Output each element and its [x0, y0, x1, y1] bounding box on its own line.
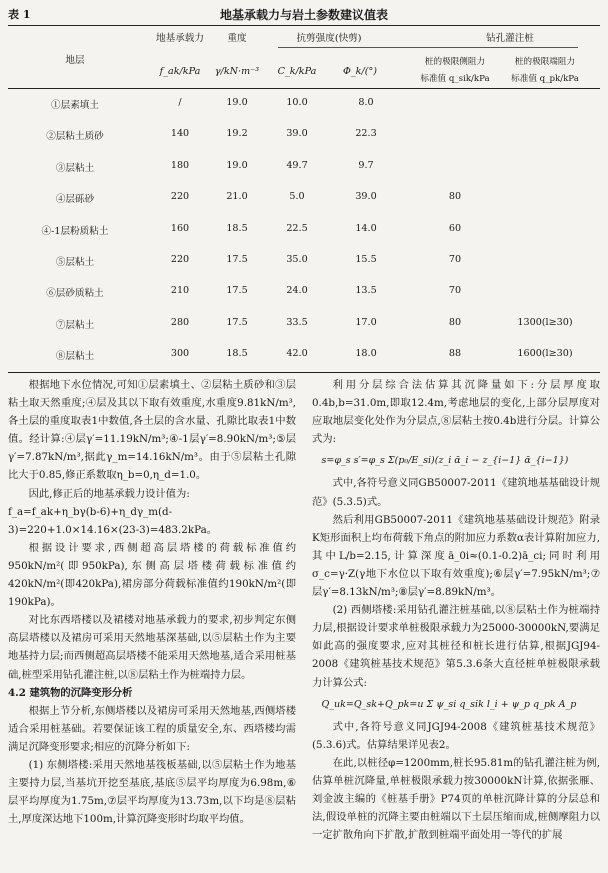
table-cell-phi: 17.0	[355, 316, 377, 328]
table-cell-ck: 22.5	[286, 222, 308, 234]
table-top-rule	[8, 25, 600, 26]
header-end-resistance: 桩的极限端阻力	[514, 57, 576, 67]
left-formula-bearing: f_a=f_ak+η_bγ(b-6)+η_dγ_m(d-3)=220+1.0×14.16×(23-3)=483.2kPa。	[8, 505, 217, 536]
table-cell-fak: 160	[170, 222, 190, 234]
left-column	[8, 376, 296, 828]
section-heading-4-2: 4.2 建筑物的沉降变形分析	[8, 686, 133, 699]
table-cell-phi: 14.0	[355, 222, 377, 234]
table-cell-qsik: 80	[448, 316, 462, 328]
table-cell-ck: 24.0	[286, 285, 308, 297]
header-cohesion-symbol: C_k/kPa	[277, 66, 317, 77]
table-cell-fak: /	[178, 97, 182, 108]
table-cell-ck: 35.0	[286, 254, 308, 265]
header-stratum: 地层	[65, 55, 85, 66]
table-cell-phi: 8.0	[358, 97, 374, 108]
table-cell-ck: 33.5	[286, 316, 308, 328]
table-cell-ck: 42.0	[286, 348, 308, 360]
table-cell-phi: 18.0	[355, 348, 377, 360]
left-paragraph-1: 根据地下水位情况,可知①层素填土、②层粘土质砂和③层粘土取天然重度;④层及其以下取有效重度,水重度9.81kN/m³,各土层的重度取表1中数值,各土层的含水量、孔隙比取表1中数值。经计算:④层γ′=11.19kN/m³;④-1层γ′=8.90kN/m³;⑤层γ′=7.87kN/m³,据此γ_m=14.16kN/m³。由于⑤层粘土孔隙比大于0.85,修正系数取η_b=0,η_d=1.0。	[8, 379, 296, 482]
right-paragraph-3: 式中,各符号意义同GB50007-2011《建筑地基基础设计规范》(5.3.5)式。	[312, 477, 600, 508]
left-paragraph-7: 根据上节分析,东侧塔楼以及裙房可采用天然地基,西侧塔楼适合采用桩基础。若要保证该工程的质量安全,东、西塔楼均需满足沉降变形要求;相应的沉降分析如下:	[8, 704, 296, 753]
table-cell-fak: 140	[170, 128, 190, 140]
table-cell-phi: 15.5	[355, 254, 377, 265]
table-cell-fak: 220	[170, 254, 190, 265]
table-cell-phi: 22.3	[355, 128, 377, 140]
settlement-formula: s=φ_s s′=φ_s Σ(p₀/E_si)(z_i ᾱ_i − z_{i−1} ᾱ_{i−1})	[321, 455, 569, 467]
table-title: 地基承载力与岩土参数建议值表	[219, 8, 388, 22]
table-cell-fak: 220	[170, 191, 190, 203]
header-bottom-rule	[8, 88, 600, 89]
table-row-stratum: ④层砾砂	[55, 194, 95, 206]
table-cell-phi: 39.0	[355, 191, 377, 203]
right-column	[312, 376, 600, 844]
header-unit-weight-symbol: γ/kN·m⁻³	[214, 66, 260, 77]
header-shear: 抗剪强度(快剪)	[296, 33, 362, 44]
table-cell-fak: 300	[170, 348, 190, 360]
table-cell-phi: 9.7	[358, 159, 374, 171]
left-paragraph-8: (1) 东侧塔楼:采用天然地基筏板基础,以⑤层粘土作为地基主要持力层,当基坑开挖至基底,基底⑤层平均厚度为6.98m,⑥层平均厚度为1.75m,⑦层平均厚度为13.73m,以下均是⑧层粘土,厚度深达地下100m,计算沉降变形时均取平均值。	[8, 758, 296, 826]
table-cell-gamma: 19.0	[226, 159, 248, 171]
table-cell-qsik: 70	[448, 254, 462, 265]
table-row-stratum: ④-1层粉质粘土	[41, 225, 109, 237]
table-cell-phi: 13.5	[355, 285, 377, 297]
table-cell-qsik: 88	[448, 348, 462, 360]
right-paragraph-7: 式中,各符号意义同JGJ94-2008《建筑桩基技术规范》(5.3.6)式。估算结果详见表2。	[312, 720, 600, 751]
table-row-stratum: ②层粘土质砂	[46, 131, 104, 143]
table-cell-gamma: 19.2	[226, 128, 248, 140]
table-cell-ck: 49.7	[286, 159, 308, 171]
table-cell-gamma: 19.0	[226, 97, 248, 108]
table-cell-fak: 210	[170, 285, 190, 297]
table-cell-gamma: 17.5	[226, 285, 248, 297]
table-row-stratum: ③层粘土	[55, 162, 95, 174]
table-cell-ck: 10.0	[286, 97, 308, 108]
table-cell-qsik: 70	[448, 285, 462, 297]
table-cell-gamma: 18.5	[226, 348, 248, 360]
table-bottom-rule	[8, 372, 600, 373]
table-label: 表 1	[8, 8, 31, 21]
header-side-resistance-symbol: 标准值 q_sik/kPa	[420, 74, 490, 84]
table-cell-qpk: 1300(l≥30)	[517, 316, 573, 328]
table-cell-qpk: 1600(l≥30)	[517, 348, 573, 360]
table-row-stratum: ⑦层粘土	[55, 319, 95, 331]
header-pile: 钻孔灌注桩	[486, 33, 534, 44]
table-cell-gamma: 17.5	[226, 254, 248, 265]
table-cell-fak: 180	[170, 159, 190, 171]
table-cell-ck: 39.0	[286, 128, 308, 140]
table-row-stratum: ⑤层粘土	[55, 257, 95, 268]
pile-capacity-formula: Q_uk=Q_sk+Q_pk=u Σ ψ_si q_sik l_i + ψ_p q_pk A_p	[321, 698, 577, 710]
right-paragraph-8: 在此,以桩径φ=1200mm,桩长95.81m的钻孔灌注桩为例,估算单桩沉降量,单桩极限承载力按30000kN计算,依据张雁、刘金波主编的《桩基手册》P74页的单桩沉降计算的分层总和法,假设单桩的沉降主要由桩端以下土层压缩而成,桩侧摩阻力以一定扩散角向下扩散,扩散到桩端平面处用一等代的扩展	[312, 756, 600, 842]
table-cell-gamma: 18.5	[226, 222, 248, 234]
table-row-stratum: ⑧层粘土	[55, 351, 95, 363]
left-paragraph-4: 根据设计要求,西侧超高层塔楼的荷载标准值约950kN/m²(即950kPa),东侧高层塔楼荷载标准值约420kN/m²(即420kPa),裙房部分荷载标准值约190kN/m²(即190kPa)。	[8, 541, 296, 609]
header-end-resistance-symbol: 标准值 q_pk/kPa	[511, 74, 579, 84]
table-cell-qsik: 80	[448, 191, 462, 203]
right-paragraph-5: (2) 西侧塔楼:采用钻孔灌注桩基础,以⑧层粘土作为桩端持力层,根据设计要求单桩极限承载力为25000-30000kN,要满足如此高的强度要求,应对其桩径和桩长进行估算,根据JGJ94-2008《建筑桩基技术规范》第5.3.6条大直径桩单桩极限承载力计算公式:	[312, 604, 600, 689]
table-cell-qsik: 60	[448, 222, 462, 234]
table-cell-gamma: 17.5	[226, 316, 248, 328]
header-friction-symbol: Φ_k/(°)	[343, 66, 377, 77]
header-sub-rule	[278, 47, 578, 48]
header-unit-weight: 重度	[227, 33, 247, 44]
right-paragraph-4: 然后利用GB50007-2011《建筑地基基础设计规范》附录K矩形面积上均布荷载下角点的附加应力系数α表计算附加应力,其中L/b=2.15,计算深度ā_0i≈(0.1-0.2)ā_ci;同时利用σ_c=γ·Z(γ地下水位以下取有效重度);⑥层γ′=7.95kN/m³;⑦层γ′=8.13kN/m³;⑧层γ′=8.89kN/m³。	[312, 513, 600, 599]
header-bearing-symbol: f_ak/kPa	[159, 66, 201, 77]
table-row-stratum: ⑥层砂质粘土	[46, 288, 104, 300]
table-cell-ck: 5.0	[289, 191, 305, 203]
table-cell-gamma: 21.0	[226, 191, 248, 203]
header-side-resistance: 桩的极限侧阻力	[424, 57, 486, 67]
left-paragraph-5: 对比东西塔楼以及裙楼对地基承载力的要求,初步判定东侧高层塔楼以及裙房可采用天然地基深基础,以⑤层粘土作为主要地基持力层;而西侧超高层塔楼不能采用天然地基,适合采用桩基础,桩型采用钻孔灌注桩,以⑧层粘土作为桩端持力层。	[8, 614, 296, 681]
header-bearing: 地基承载力	[156, 33, 204, 44]
right-paragraph-1: 利用分层综合法估算其沉降量如下:分层厚度取0.4b,b=31.0m,即取12.4m,考虑地层的变化,上部分层厚度对应取地层变化处作为分层点,⑧层粘土按0.4b进行分层。计算公式为:	[312, 379, 600, 446]
table-cell-fak: 280	[170, 316, 190, 328]
left-paragraph-2: 因此,修正后的地基承载力设计值为:	[28, 487, 190, 500]
table-row-stratum: ①层素填土	[51, 100, 99, 111]
